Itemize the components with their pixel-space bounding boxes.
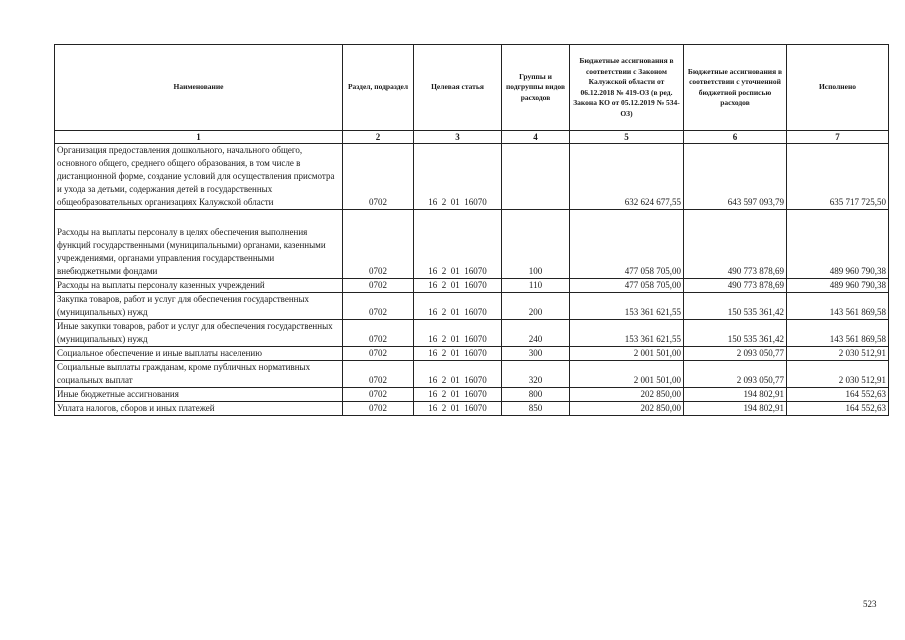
row-approved: 632 624 677,55 [570,144,684,210]
row-group: 100 [502,210,570,279]
row-name: Социальные выплаты гражданам, кроме публичных нормативных социальных выплат [55,361,343,388]
row-name: Социальное обеспечение и иные выплаты населению [55,347,343,361]
row-revised: 194 802,91 [684,402,787,416]
row-section: 0702 [343,210,414,279]
row-approved: 153 361 621,55 [570,320,684,347]
table-row [55,361,889,388]
row-section: 0702 [343,293,414,320]
column-number: 4 [502,131,570,144]
column-number-row [55,131,889,144]
row-target: 16 2 01 16070 [414,279,502,293]
row-approved: 202 850,00 [570,388,684,402]
row-name: Расходы на выплаты персоналу казенных учреждений [55,279,343,293]
row-name: Уплата налогов, сборов и иных платежей [55,402,343,416]
row-approved: 202 850,00 [570,402,684,416]
row-approved: 477 058 705,00 [570,210,684,279]
row-section: 0702 [343,144,414,210]
row-executed: 143 561 869,58 [787,293,889,320]
header-group: Группы и подгруппы видов расходов [502,45,570,131]
row-approved: 2 001 501,00 [570,361,684,388]
row-revised: 643 597 093,79 [684,144,787,210]
row-revised: 2 093 050,77 [684,361,787,388]
row-target: 16 2 01 16070 [414,388,502,402]
page-number: 523 [863,599,877,609]
column-number: 3 [414,131,502,144]
header-name: Наименование [55,45,343,131]
column-number: 5 [570,131,684,144]
row-approved: 153 361 621,55 [570,293,684,320]
row-approved: 477 058 705,00 [570,279,684,293]
row-group [502,144,570,210]
row-section: 0702 [343,388,414,402]
header-section: Раздел, подраздел [343,45,414,131]
row-revised: 490 773 878,69 [684,279,787,293]
table-row [55,210,889,279]
row-executed: 635 717 725,50 [787,144,889,210]
column-number: 2 [343,131,414,144]
row-group: 850 [502,402,570,416]
row-section: 0702 [343,361,414,388]
row-target: 16 2 01 16070 [414,293,502,320]
row-group: 800 [502,388,570,402]
table-row [55,347,889,361]
column-number: 6 [684,131,787,144]
row-executed: 2 030 512,91 [787,361,889,388]
table-row [55,402,889,416]
column-number: 1 [55,131,343,144]
header-executed: Исполнено [787,45,889,131]
row-group: 240 [502,320,570,347]
row-section: 0702 [343,347,414,361]
row-group: 200 [502,293,570,320]
row-approved: 2 001 501,00 [570,347,684,361]
header-row [55,45,889,131]
row-revised: 194 802,91 [684,388,787,402]
row-executed: 489 960 790,38 [787,210,889,279]
row-name: Закупка товаров, работ и услуг для обеспечения государственных (муниципальных) нужд [55,293,343,320]
row-executed: 143 561 869,58 [787,320,889,347]
row-section: 0702 [343,279,414,293]
row-group: 320 [502,361,570,388]
row-name: Иные бюджетные ассигнования [55,388,343,402]
row-executed: 489 960 790,38 [787,279,889,293]
header-target: Целевая статья [414,45,502,131]
table-row [55,293,889,320]
row-group: 110 [502,279,570,293]
row-executed: 2 030 512,91 [787,347,889,361]
row-target: 16 2 01 16070 [414,402,502,416]
row-target: 16 2 01 16070 [414,144,502,210]
header-revised: Бюджетные ассигнования в соответствии с уточненной бюджетной росписью расходов [684,45,787,131]
table-row [55,320,889,347]
row-name: Расходы на выплаты персоналу в целях обеспечения выполнения функций государственными (муниципальными) органами, казенными учреждениями, органами управления государственными внебюджетными фондами [55,210,343,279]
column-number: 7 [787,131,889,144]
row-section: 0702 [343,320,414,347]
budget-table [54,44,889,416]
row-revised: 2 093 050,77 [684,347,787,361]
row-section: 0702 [343,402,414,416]
row-target: 16 2 01 16070 [414,347,502,361]
row-name: Организация предоставления дошкольного, начального общего, основного общего, среднего общего образования, в том числе в дистанционной форме, создание условий для осуществления присмотра и ухода за детьми, содержания детей в государственных общеобразовательных организациях Калужской области [55,144,343,210]
row-target: 16 2 01 16070 [414,320,502,347]
row-group: 300 [502,347,570,361]
row-target: 16 2 01 16070 [414,210,502,279]
table-row [55,144,889,210]
row-executed: 164 552,63 [787,388,889,402]
row-name: Иные закупки товаров, работ и услуг для обеспечения государственных (муниципальных) нужд [55,320,343,347]
row-target: 16 2 01 16070 [414,361,502,388]
row-executed: 164 552,63 [787,402,889,416]
table-row [55,279,889,293]
table-row [55,388,889,402]
row-revised: 150 535 361,42 [684,293,787,320]
header-approved: Бюджетные ассигнования в соответствии с Законом Калужской области от 06.12.2018 № 419-ОЗ (в ред. Закона КО от 05.12.2019 № 534-ОЗ) [570,45,684,131]
row-revised: 150 535 361,42 [684,320,787,347]
row-revised: 490 773 878,69 [684,210,787,279]
